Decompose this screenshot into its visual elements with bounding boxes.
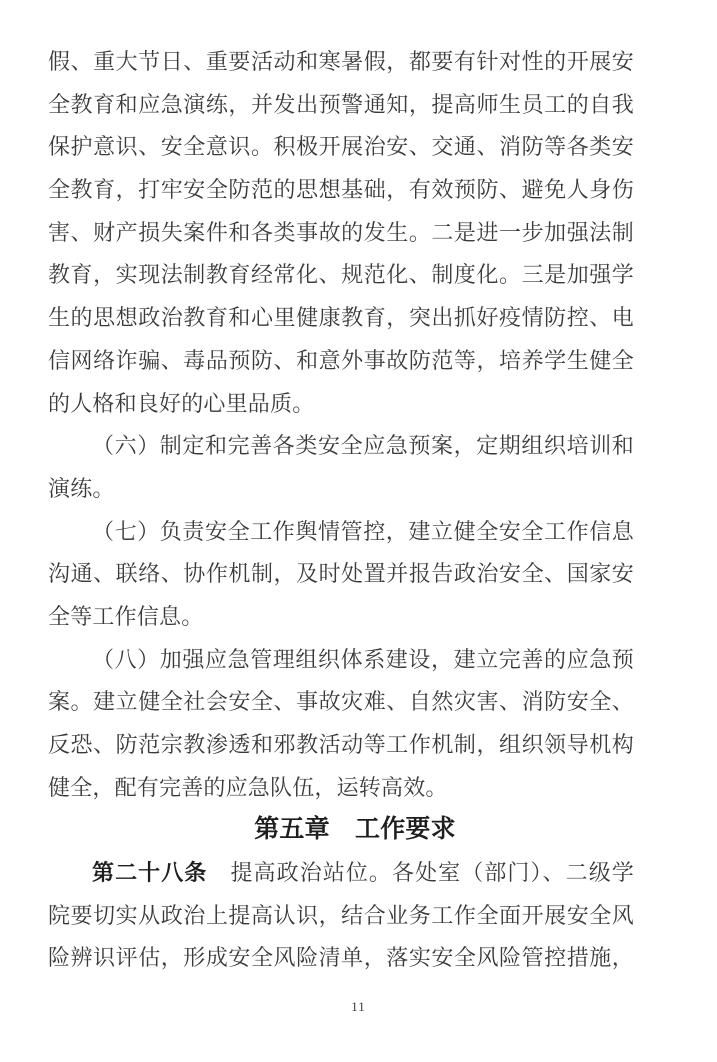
text-line [48,84,634,127]
text-line [48,126,634,169]
text-line [48,169,634,212]
text-segment: 提高政治站位。各处室（部门）、二级学 [207,860,634,886]
text-segment: 信网络诈骗、毒品预防、和意外事故防范等，培养学生健全 [48,347,634,373]
text-line [48,553,634,596]
article-number: 第二十八条 [92,860,208,886]
text-line [48,425,634,468]
text-segment: 教育，实现法制教育经常化、规范化、制度化。三是加强学 [48,262,634,288]
text-segment: （七）负责安全工作舆情管控，建立健全安全工作信息 [92,518,634,544]
text-segment: 生的思想政治教育和心里健康教育，突出抓好疫情防控、电 [48,305,634,331]
text-segment: 健全，配有完善的应急队伍，运转高效。 [48,774,448,800]
text-line [48,639,634,682]
text-segment: 反恐、防范宗教渗透和邪教活动等工作机制，组织领导机构 [48,732,634,757]
text-segment: （八）加强应急管理组织体系建设，建立完善的应急预 [92,646,634,672]
text-segment: 第五章 工作要求 [254,816,456,844]
text-line [48,340,634,383]
text-segment: 害、财产损失案件和各类事故的发生。二是进一步加强法制 [48,219,634,245]
text-line [48,724,634,767]
page-number: 11 [351,999,366,1014]
text-line [48,254,634,297]
text-segment: 的人格和良好的心里品质。 [48,390,315,416]
text-line [48,511,634,554]
chapter-heading [76,809,634,852]
text-segment: 演练。 [48,475,115,501]
text-segment: 全等工作信息。 [48,603,204,629]
text-segment: 假、重大节日、重要活动和寒暑假，都要有针对性的开展安 [48,49,634,74]
text-line [48,468,634,511]
text-segment: 险辨识评估，形成安全风险清单，落实安全风险管控措施， [48,945,634,971]
text-segment: 保护意识、安全意识。积极开展治安、交通、消防等各类安 [48,134,634,160]
text-line [48,41,634,84]
text-line [48,852,634,895]
text-segment: 沟通、联络、协作机制，及时处置并报告政治安全、国家安 [48,561,634,587]
text-line [48,767,634,810]
text-block [48,41,634,980]
text-line [48,596,634,639]
text-line [48,895,634,938]
text-segment: 案。建立健全社会安全、事故灾难、自然灾害、消防安全、 [48,689,634,715]
text-segment: 院要切实从政治上提高认识，结合业务工作全面开展安全风 [48,902,634,928]
text-line [48,297,634,340]
text-segment: 全教育，打牢安全防范的思想基础，有效预防、避免人身伤 [48,177,634,203]
text-line [48,937,634,980]
text-segment: 全教育和应急演练，并发出预警通知，提高师生员工的自我 [48,91,634,117]
text-line [48,212,634,255]
text-line [48,681,634,724]
text-segment: （六）制定和完善各类安全应急预案，定期组织培训和 [92,433,634,459]
text-line [48,383,634,426]
